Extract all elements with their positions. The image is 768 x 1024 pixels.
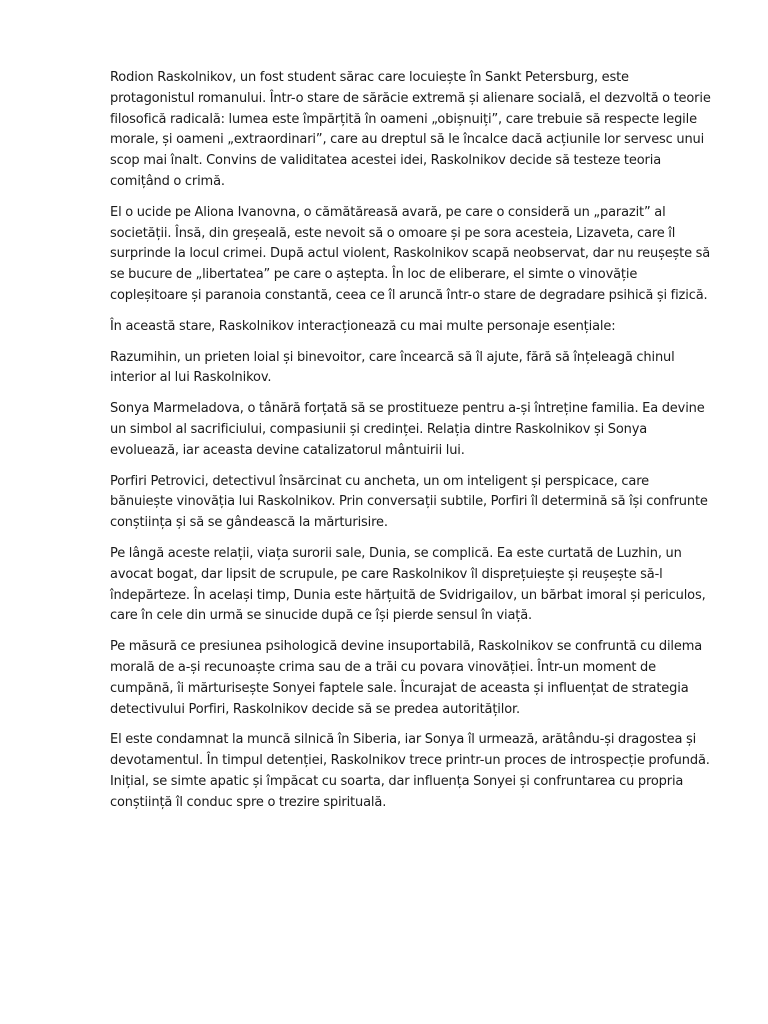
paragraph-crime: El o ucide pe Aliona Ivanovna, o cămătăreasă avară, pe care o consideră un „parazit” al societății. Însă, din greșeală, este nevoit să o omoare și pe sora acesteia, Lizaveta, care îl surprinde la locul crimei. După actul violent, Raskolnikov scapă neobservat, dar nu reușește să se bucure de „libertatea” pe care o aștepta. În loc de eliberare, el simte o vinovăție copleșitoare și paranoia constantă, ceea ce îl aruncă într-o stare de degradare psihică și fizică. <box>110 204 711 303</box>
paragraph-dunia: Pe lângă aceste relații, viața surorii sale, Dunia, se complică. Ea este curtată de Luzhin, un avocat bogat, dar lipsit de scrupule, pe care Raskolnikov îl disprețuiește și reușește să-l îndepărteze. În același timp, Dunia este hărțuită de Svidrigailov, un bărbat imoral și periculos, care în cele din urmă se sinucide după ce își pierde sensul în viață. <box>110 545 706 624</box>
paragraph-intro: Rodion Raskolnikov, un fost student sărac care locuiește în Sankt Petersburg, este protagonistul romanului. Într-o stare de sărăcie extremă și alienare socială, el dezvoltă o teorie filosofică radicală: lumea este împărțită în oameni „obișnuiți”, care trebuie să respecte legile morale, și oameni „extraordinari”, care au dreptul să le încalce dacă acțiunile lor servesc unui scop mai înalt. Convins de validitatea acestei idei, Raskolnikov decide să testeze teoria comițând o crimă. <box>110 70 711 189</box>
paragraph-characters-intro: În această stare, Raskolnikov interacționează cu mai multe personaje esențiale: <box>110 318 616 334</box>
paragraph-siberia: El este condamnat la muncă silnică în Siberia, iar Sonya îl urmează, arătându-și dragostea și devotamentul. În timpul detenției, Raskolnikov trece printr-un proces de introspecție profundă. Inițial, se simte apatic și împăcat cu soarta, dar influența Sonyei și confruntarea cu propria conștiință îl conduc spre o trezire spirituală. <box>110 732 710 810</box>
paragraph-confession: Pe măsură ce presiunea psihologică devine insuportabilă, Raskolnikov se confruntă cu dilema morală de a-și recunoaște crima sau de a trăi cu povara vinovăției. Într-un moment de cumpănă, îi mărturisește Sonyei faptele sale. Încurajat de aceasta și influențat de strategia detectivului Porfiri, Raskolnikov decide să se predea autorităților. <box>110 639 703 717</box>
paragraph-porfiri: Porfiri Petrovici, detectivul însărcinat cu ancheta, un om inteligent și perspicace, care bănuiește vinovăția lui Raskolnikov. Prin conversații subtile, Porfiri îl determină să își confrunte conștiința și să se gândească la mărturisire. <box>110 473 708 531</box>
paragraph-sonya: Sonya Marmeladova, o tânără forțată să se prostitueze pentru a-și întreține familia. Ea devine un simbol al sacrificiului, compasiunii și credinței. Relația dintre Raskolnikov și Sonya evoluează, iar aceasta devine catalizatorul mântuirii lui. <box>110 401 705 458</box>
document-body <box>110 68 714 824</box>
paragraph-razumihin: Razumihin, un prieten loial și binevoitor, care încearcă să îl ajute, fără să înțeleagă chinul interior al lui Raskolnikov. <box>110 349 675 386</box>
